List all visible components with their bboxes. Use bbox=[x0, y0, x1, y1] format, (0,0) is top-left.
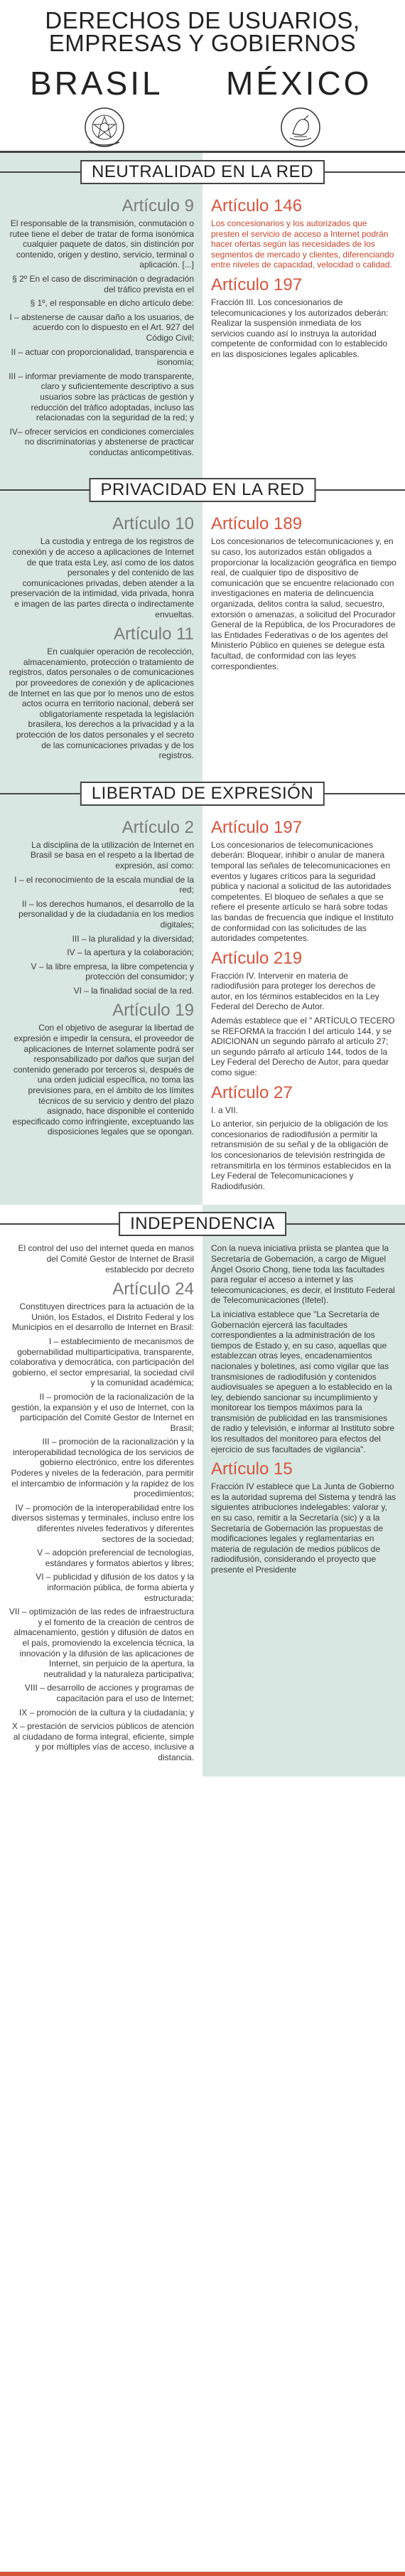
mexico-column bbox=[202, 508, 405, 774]
article-paragraph: II – los derechos humanos, el desarrollo de la personalidad y de la ciudadanía en los medios digitales; bbox=[18, 898, 194, 930]
article-paragraph: II – actuar con proporcionalidad, transparencia e isonomía; bbox=[11, 346, 194, 368]
article-paragraph: Los concesionarios de telecomunicaciones y, en su caso, los autorizados están obligados a proporcionar la localización geográfica en tiempo real, de cualquier tipo de dispositivo de comunicación que se encuentre relacionado con investigaciones en materia de delincuencia organizada, delitos contra la salud, secuestro, extorsión o amenazas, a solicitud del Procurador General de la República, de los Procuradores de las Entidades Federativas o de los agentes del Ministerio Público en quienes se delegue esta facultad, de conformidad con las leyes correspondientes. bbox=[211, 536, 396, 671]
article-paragraph: Los concesionarios de telecomunicaciones deberán: Bloquear, inhibir o anular de manera temporal las señales de telecomunicaciones en eventos y lugares críticos para la seguridad pública y nacional a solicitud de las autoridades competentes. El bloqueo de señales a que se refiere el presente artículo se hará sobre todas las bandas de frecuencia que indique el Instituto de conformidad con las solicitudes de las autoridades competentes. bbox=[211, 839, 394, 944]
article-paragraph: III – informar previamente de modo transparente, claro y suficientemente descriptivo a sus usuarios sobre las prácticas de gestión y reducción del tráfico adoptadas, incluso las relacionadas con la seguridad de la red; y bbox=[9, 371, 194, 423]
section-band bbox=[0, 471, 405, 508]
article-paragraph: I – establecimiento de mecanismos de gobernabilidad multiparticipativa, transparente, colaborativa y democrática, con participación del gobierno, el sector empresarial, la sociedad civil y la comunidad académica; bbox=[10, 1336, 194, 1388]
article-paragraph: Además establece que el " ARTÍCULO TECERO se REFORMA la fracción I del artículo 144, y se ADICIONAN un segundo párrafo al artículo 27; un segundo párrafo al artículo 144, todos de la Ley Federal del Derecho de Autor, para quedar como sigue: bbox=[211, 1016, 395, 1078]
article-paragraph: I – el reconocimiento de la escala mundial de la red; bbox=[14, 874, 194, 895]
article-paragraph: IV– ofrecer servicios en condiciones comerciales no discriminatorias y abstenerse de practicar conductas anticompetitivas. bbox=[9, 426, 194, 457]
article-heading: Artículo 10 bbox=[112, 514, 194, 534]
article-paragraph: IV – la apertura y la colaboración; bbox=[67, 947, 194, 958]
article-paragraph: § 1º, el responsable en dicho artículo debe: bbox=[30, 298, 194, 309]
article-paragraph: III – promoción de la racionalización y la interoperabilidad tecnológica de los servicios de gobierno electrónico, entre los diferentes Poderes y niveles de la federación, para permitir el intercambio de información y la rapidez de los procedimientos; bbox=[11, 1437, 194, 1499]
mexico-column bbox=[202, 1242, 405, 1776]
footer-bar bbox=[0, 2572, 405, 2576]
article-paragraph: La disciplina de la utilización de Internet en Brasil se basa en el respeto a la libertad de expresión, así como: bbox=[30, 839, 194, 871]
country-mexico: MÉXICO bbox=[226, 65, 372, 102]
section-band bbox=[0, 775, 405, 811]
article-heading: Artículo 11 bbox=[114, 624, 194, 644]
article-paragraph: I – abstenerse de causar daño a los usuarios, de acuerdo con lo dispuesto en el Art. 927 del Código Civil; bbox=[9, 312, 194, 343]
article-paragraph: Fracción III. Los concesionarios de telecomunicaciones y los autorizados deberán: Realizar la suspensión inmediata de los servicios cuando así lo instruya la autoridad competente de conformidad con lo establecido en las disposiciones legales aplicables. bbox=[211, 297, 389, 359]
article-paragraph: Lo anterior, sin perjuicio de la obligación de los concesionarios de radiodifusión a permitir la retransmisión de su señal y de la obligación de los concesionarios de televisión restringida de retransmitirla en los términos establecidos en la Ley Federal de Telecomunicaciones y Radiodifusión. bbox=[211, 1119, 392, 1191]
brasil-column bbox=[0, 190, 202, 471]
article-heading: Artículo 189 bbox=[211, 514, 303, 534]
title-line-2: EMPRESAS Y GOBIERNOS bbox=[48, 30, 357, 56]
article-heading: Artículo 2 bbox=[122, 817, 194, 837]
section-title: PRIVACIDAD EN LA RED bbox=[90, 478, 316, 502]
article-paragraph: Los concesionarios y los autorizados que presten el servicio de acceso a Internet podrán hacer ofertas según las necesidades de los segmentos de mercado y clientes, diferenciando entre niveles de capacidad, velocidad o calidad. bbox=[211, 218, 394, 270]
article-paragraph: La custodia y entrega de los registros de conexión y de acceso a aplicaciones de Internet de que trata esta Ley, así como de los datos personales y del contenido de las comunicaciones privadas, deben atender a la preservación de la intimidad, vida privada, honra e imagen de las partes directa o indirectamente envueltas. bbox=[10, 536, 194, 619]
article-paragraph: III – la pluralidad y la diversidad; bbox=[72, 933, 194, 944]
brasil-column bbox=[0, 1242, 202, 1776]
article-paragraph: Fracción IV. Intervenir en materia de radiodifusión para proteger los derechos de autor, en los términos establecidos en la Ley Federal del Derecho de Autor. bbox=[211, 970, 379, 1012]
brazil-seal-icon bbox=[80, 105, 129, 149]
section-title: INDEPENDENCIA bbox=[119, 1212, 286, 1236]
country-brasil: BRASIL bbox=[30, 65, 163, 102]
article-heading: Artículo 19 bbox=[112, 1001, 194, 1021]
article-heading: Artículo 9 bbox=[122, 196, 194, 215]
section bbox=[0, 153, 405, 471]
article-heading: Artículo 219 bbox=[211, 948, 303, 968]
article-paragraph: VI – publicidad y difusión de los datos y la información pública, de forma abierta y estructurada; bbox=[36, 1572, 194, 1603]
article-paragraph: Constituyen directrices para la actuación de la Unión, los Estados, el Distrito Federal y los Municipios en el desarrollo de Internet en Brasil: bbox=[11, 1302, 194, 1333]
article-heading: Artículo 197 bbox=[211, 817, 303, 837]
mexico-column bbox=[202, 811, 405, 1205]
article-paragraph: En cualquier operación de recolección, almacenamiento, protección o tratamiento de registros, datos personales o de comunicaciones por proveedores de conexión y de aplicaciones de Internet en las que por lo menos uno de estos actos ocurra en territorio nacional, deberá ser obligatoriamente respetada la legislación brasilera, los derechos a la privacidad y a la protección de los datos personales y el secreto de las comunicaciones privadas y de los registros. bbox=[9, 646, 194, 761]
article-paragraph: I. a VII. bbox=[211, 1105, 239, 1115]
article-paragraph: IX – promoción de la cultura y la ciudadanía; y bbox=[18, 1707, 194, 1718]
article-paragraph: Fracción IV establece que La Junta de Gobierno es la autoridad suprema del Sistema y tendrá las siguientes atribuciones indelegables: valorar y, en su caso, remitir a la Secretaría (sic) y a la Secretaría de Gobernación las propuestas de modificaciones legales y reglamentarias en materia de regulación de medios públicos de radiodifusión, considerando el proyecto que presente el Presidente bbox=[211, 1481, 396, 1575]
section-band bbox=[0, 1205, 405, 1242]
section-band bbox=[0, 153, 405, 190]
section bbox=[0, 1205, 405, 1776]
header bbox=[0, 0, 405, 153]
article-paragraph: IV – promoción de la interoperabilidad entre los diversos sistemas y terminales, incluso entre los diferentes niveles federativos y diferentes sectores de la sociedad; bbox=[11, 1502, 194, 1544]
mexico-seal-icon bbox=[276, 105, 325, 149]
article-paragraph: V – adopción preferencial de tecnologías, estándares y formatos abiertos y libres; bbox=[37, 1548, 194, 1568]
article-heading: Artículo 15 bbox=[211, 1459, 293, 1479]
title-line-1: DERECHOS DE USUARIOS, bbox=[45, 7, 360, 33]
article-paragraph: La iniciativa establece que "La Secretaría de Gobernación ejercerá las facultades correspondientes a la administración de los tiempos de Estado y, en su caso, aquellas que establezcan otras leyes, encadenamientos nacionales y boletines, así como vigilar que las transmisiones de radiodifusión y contenidos audiovisuales se apeguen a lo establecido en la ley, debiendo sancionar su incumplimiento y monitorear los tiempos máximos para la transmisión de publicidad en las transmisiones de radio y televisión, e informar al Instituto sobre los resultados del monitoreo para efectos del ejercicio de sus facultades de vigilancia". bbox=[211, 1309, 395, 1454]
article-paragraph: El responsable de la transmisión, conmutación o rutee tiene el deber de tratar de forma isonómica cualquier paquete de datos, sin distinción por contenido, origen y destino, servicio, terminal o aplicación. [...] bbox=[9, 218, 194, 270]
section bbox=[0, 775, 405, 1205]
article-paragraph: El control del uso del internet queda en manos del Comité Gestor de Internet de Brasil establecido por decreto bbox=[18, 1243, 194, 1274]
section bbox=[0, 471, 405, 774]
mexico-column bbox=[202, 190, 405, 471]
article-paragraph: VI – la finalidad social de la red. bbox=[73, 985, 194, 996]
article-paragraph: § 2º En el caso de discriminación o degradación del tráfico prevista en el bbox=[12, 273, 194, 294]
article-paragraph: Con la nueva iniciativa priista se plantea que la Secretaría de Gobernación, a cargo de Miguel Ángel Osorio Chong, tiene toda las facultades para regular el acceso a internet y las telecomunicaciones, es decir, el Instituto Federal de Telecomunicaciones (Ifetel). bbox=[211, 1243, 395, 1306]
article-heading: Artículo 197 bbox=[211, 275, 303, 294]
sections-container bbox=[0, 153, 405, 1777]
article-paragraph: X – prestación de servicios públicos de atención al ciudadano de forma integral, eficiente, simple y por múltiples vías de acceso, inclusive a distancia. bbox=[11, 1721, 194, 1762]
brasil-column bbox=[0, 811, 202, 1205]
article-heading: Artículo 24 bbox=[112, 1279, 194, 1299]
section-title: LIBERTAD DE EXPRESIÓN bbox=[80, 782, 325, 806]
article-paragraph: VII – optimización de las redes de infraestructura y el fomento de la creación de centros de almacenamiento, gestión y difusión de datos en el país, promoviendo la excelencia técnica, la innovación y la difusión de las aplicaciones de Internet, sin perjuicio de la apertura, la neutralidad y la naturaleza participativa; bbox=[9, 1607, 194, 1679]
section-title: NEUTRALIDAD EN LA RED bbox=[80, 160, 325, 184]
brasil-column bbox=[0, 508, 202, 774]
article-heading: Artículo 27 bbox=[211, 1082, 293, 1102]
article-heading: Artículo 146 bbox=[211, 196, 303, 215]
article-paragraph: Con el objetivo de asegurar la libertad de expresión e impedir la censura, el proveedor de aplicaciones de Internet solamente podrá ser responsabilizado por daños que surjan del contenido generado por terceros si, después de una orden judicial específica, no toma las previsiones para, en el ámbito de los límites técnicos de su servicio y dentro del plazo asignado, hace disponible el contenido especificado como infringiente, exceptuando las disposiciones legales que se opongan. bbox=[12, 1023, 194, 1137]
article-paragraph: VIII – desarrollo de acciones y programas de capacitación para el uso de Internet; bbox=[24, 1683, 194, 1703]
article-paragraph: V – la libre empresa, la libre competencia y protección del consumidor; y bbox=[31, 961, 194, 982]
article-paragraph: II – promoción de la racionalización de la gestión, la expansión y el uso de Internet, con la participación del Comité Gestor de Internet en Brasil; bbox=[11, 1391, 194, 1433]
